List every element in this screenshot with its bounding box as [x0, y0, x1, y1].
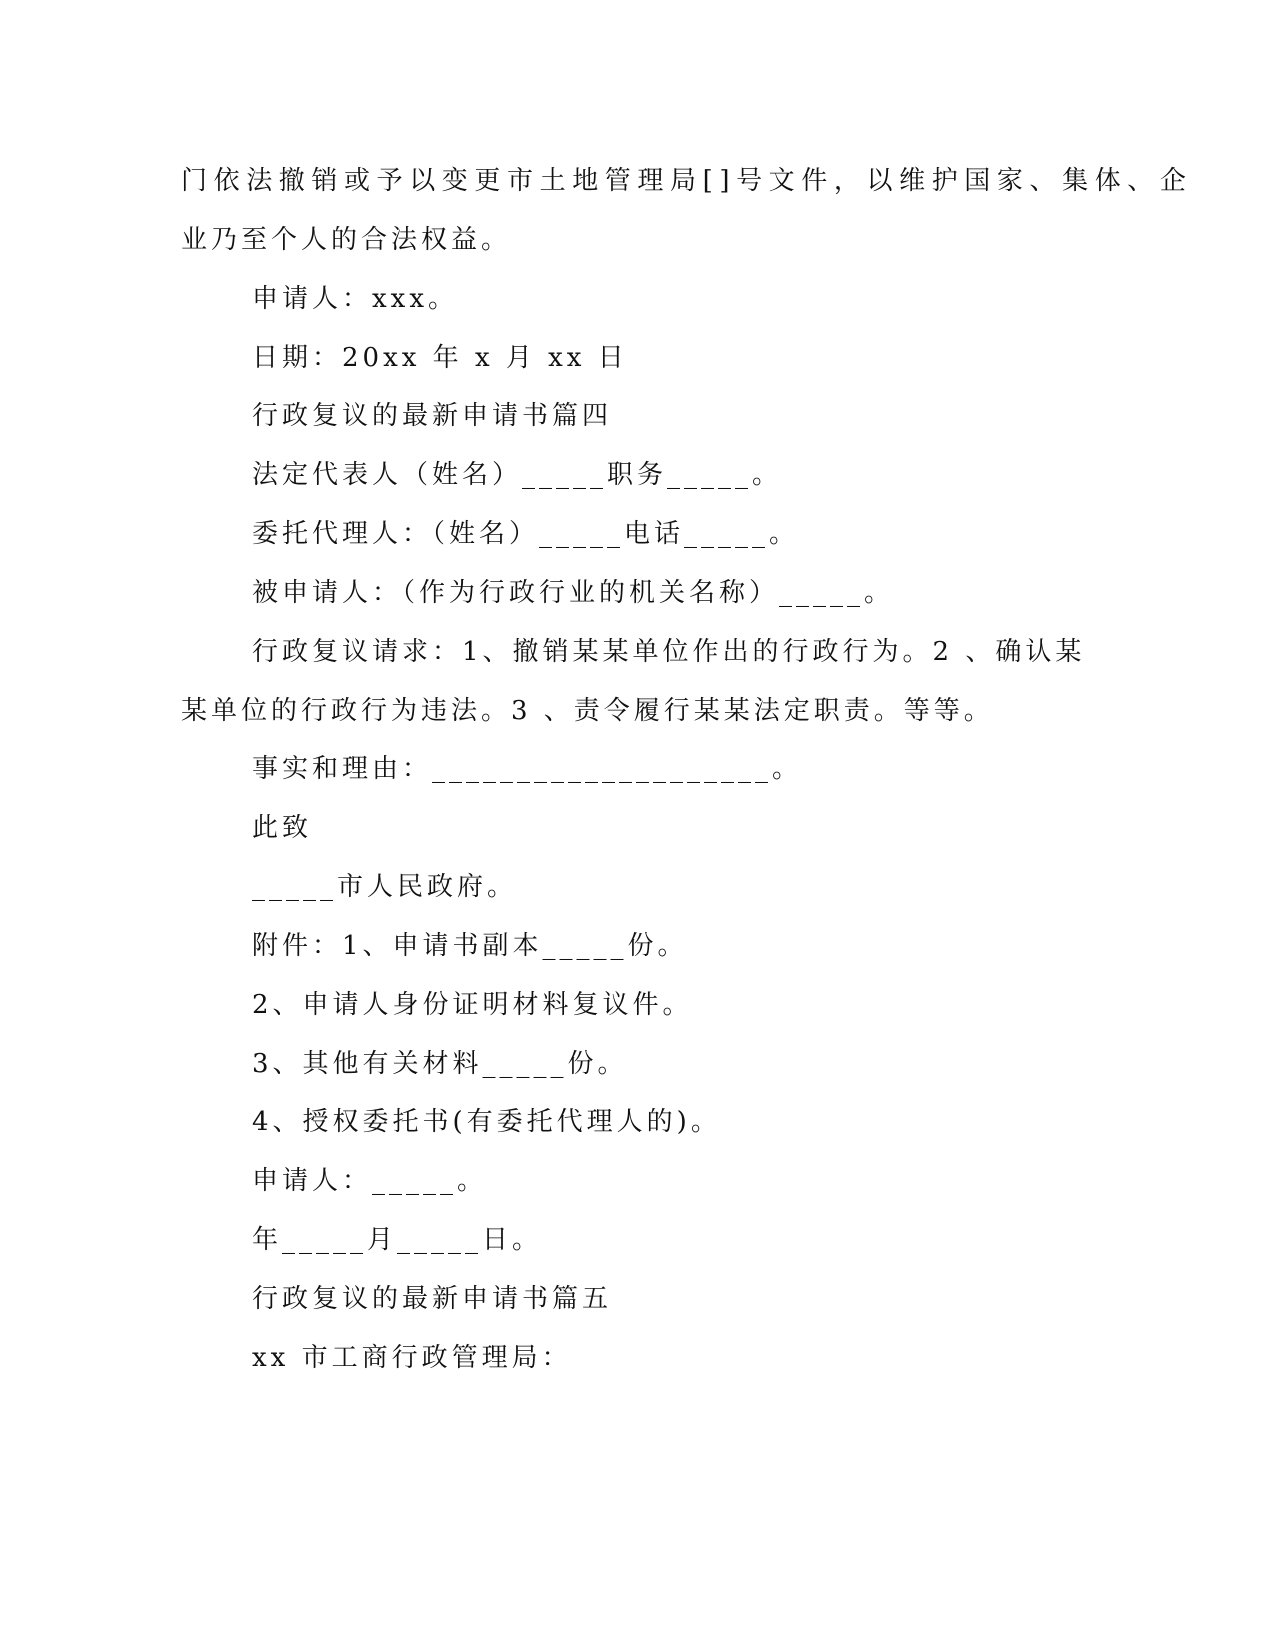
attachment-line-3: 3、其他有关材料_____份。 — [252, 1049, 628, 1079]
request-line-1: 行政复议请求：1、撤销某某单位作出的行政行为。2 、确认某 — [252, 637, 1086, 667]
section-heading-four: 行政复议的最新申请书篇四 — [252, 401, 613, 431]
section-heading-five: 行政复议的最新申请书篇五 — [252, 1284, 613, 1314]
signature-date-line: 年_____月_____日。 — [252, 1225, 543, 1255]
signature-applicant-line: 申请人：_____。 — [252, 1166, 488, 1196]
attachment-line-4: 4、授权委托书(有委托代理人的)。 — [252, 1107, 721, 1137]
applicant-line: 申请人：xxx。 — [252, 284, 458, 314]
salutation-line: 此致 — [252, 813, 313, 843]
date-line: 日期：20xx 年 x 月 xx 日 — [252, 343, 628, 373]
facts-reasons-line: 事实和理由：____________________。 — [252, 754, 803, 784]
respondent-line: 被申请人：（作为行政行业的机关名称）_____。 — [252, 578, 895, 608]
attachment-line-2: 2、申请人身份证明材料复议件。 — [252, 990, 693, 1020]
paragraph-line-2: 业乃至个人的合法权益。 — [181, 225, 512, 255]
recipient-line: _____市人民政府。 — [252, 872, 518, 902]
addressee-line: xx 市工商行政管理局： — [252, 1343, 572, 1373]
agent-line: 委托代理人：（姓名）_____电话_____。 — [252, 519, 800, 549]
paragraph-line-1: 门依法撤销或予以变更市土地管理局[]号文件，以维护国家、集体、企 — [181, 166, 1193, 196]
request-line-2: 某单位的行政行为违法。3 、责令履行某某法定职责。等等。 — [181, 696, 994, 726]
attachment-line-1: 附件：1、申请书副本_____份。 — [252, 931, 688, 961]
legal-representative-line: 法定代表人（姓名）_____职务_____。 — [252, 460, 783, 490]
